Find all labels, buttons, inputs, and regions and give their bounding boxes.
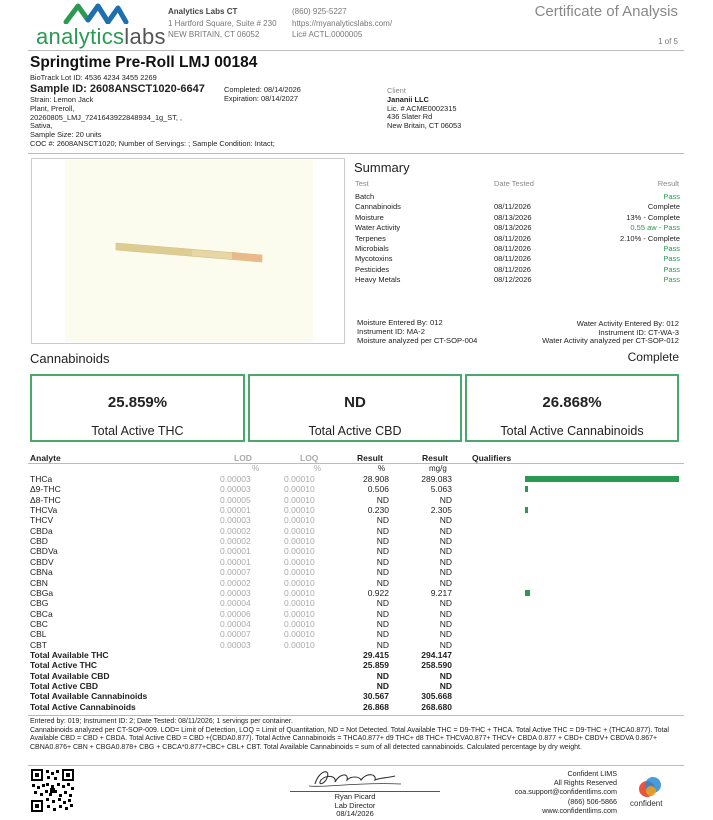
result-pct: ND bbox=[376, 639, 389, 650]
result-mg: 9.217 bbox=[430, 587, 452, 598]
total-cbd-value: ND bbox=[344, 394, 366, 411]
wa-instrument: Instrument ID: CT-WA-3 bbox=[598, 327, 679, 337]
signer-block bbox=[290, 793, 420, 819]
lod-value: 0.00006 bbox=[220, 608, 251, 619]
total-cbd-box bbox=[248, 374, 462, 442]
category: Sativa, bbox=[30, 121, 53, 131]
summary-date: 08/11/2026 bbox=[494, 254, 531, 264]
document-title: Certificate of Analysis bbox=[534, 3, 678, 20]
lod-value: 0.00003 bbox=[220, 484, 251, 495]
wa-notes bbox=[542, 320, 679, 346]
lod-value: 0.00004 bbox=[220, 618, 251, 629]
table-header-divider bbox=[28, 463, 684, 464]
lod-value: 0.00001 bbox=[220, 546, 251, 557]
analyte-name: CBC bbox=[30, 618, 48, 629]
logo-text-a: analytics bbox=[36, 24, 125, 49]
summary-date: 08/11/2026 bbox=[494, 202, 531, 212]
summary-test: Batch bbox=[355, 192, 375, 201]
summary-header-test: Test bbox=[355, 179, 369, 188]
table-bottom-divider bbox=[28, 715, 684, 716]
analyte-name: CBDVa bbox=[30, 546, 58, 557]
loq-value: 0.00010 bbox=[284, 494, 315, 505]
result-mg: ND bbox=[439, 536, 452, 547]
total-pct: 26.868 bbox=[363, 701, 389, 712]
total-thc-label: Total Active THC bbox=[91, 424, 184, 438]
unit-result-pct: % bbox=[378, 464, 386, 473]
lod-value: 0.00002 bbox=[220, 525, 251, 536]
summary-result: Pass bbox=[663, 275, 680, 285]
footer-line-1: Entered by: 019; Instrument ID: 2; Date Tested: 08/11/2026; 1 servings per container. bbox=[30, 718, 293, 725]
total-name: Total Active THC bbox=[30, 660, 98, 671]
col-result-mg: Result bbox=[422, 453, 448, 463]
summary-row bbox=[355, 234, 680, 244]
total-name: Total Active Cannabinoids bbox=[30, 701, 136, 712]
table-row bbox=[30, 495, 682, 505]
wa-sop: Water Activity analyzed per CT-SOP-012 bbox=[542, 336, 679, 346]
summary-test: Water Activity bbox=[355, 223, 401, 233]
summary-result: Complete bbox=[647, 202, 680, 212]
result-mg: ND bbox=[439, 639, 452, 650]
qualifier-bar bbox=[525, 590, 530, 596]
client-label: Client bbox=[387, 86, 406, 95]
expiration-date: Expiration: 08/14/2027 bbox=[224, 94, 298, 103]
preroll-image-icon bbox=[32, 159, 346, 345]
result-pct: ND bbox=[376, 577, 389, 588]
client-name: Jananii LLC bbox=[387, 94, 429, 104]
header-divider bbox=[28, 50, 684, 51]
lod-value: 0.00007 bbox=[220, 567, 251, 578]
lims-website[interactable]: www.confidentlims.com bbox=[542, 805, 617, 815]
summary-header-result: Result bbox=[657, 179, 679, 188]
page-number: 1 of 5 bbox=[657, 37, 678, 46]
lab-name: Analytics Labs CT bbox=[168, 7, 238, 16]
summary-test: Cannabinoids bbox=[355, 202, 401, 212]
summary-date: 08/13/2026 bbox=[494, 223, 532, 233]
qr-code-icon[interactable] bbox=[30, 768, 75, 813]
loq-value: 0.00010 bbox=[284, 505, 315, 516]
qualifier-bar bbox=[525, 476, 679, 482]
logo-text-b: labs bbox=[124, 24, 166, 49]
table-row bbox=[30, 557, 682, 567]
summary-test: Terpenes bbox=[355, 233, 386, 243]
result-mg: ND bbox=[439, 494, 452, 505]
lims-phone: (866) 506-5866 bbox=[567, 796, 617, 806]
lab-license: Lic# ACTL.0000005 bbox=[292, 30, 363, 39]
sample-size: Sample Size: 20 units bbox=[30, 130, 102, 140]
signer-date: 08/14/2026 bbox=[336, 809, 374, 818]
result-mg: 2.305 bbox=[430, 505, 452, 516]
loq-value: 0.00010 bbox=[284, 608, 315, 619]
summary-result: Pass bbox=[663, 254, 680, 264]
result-pct: ND bbox=[376, 556, 389, 567]
total-row bbox=[30, 671, 682, 681]
total-row bbox=[30, 681, 682, 691]
col-analyte: Analyte bbox=[30, 453, 61, 463]
col-qualifiers: Qualifiers bbox=[472, 453, 512, 463]
analyte-name: CBNa bbox=[30, 567, 53, 578]
result-pct: ND bbox=[376, 494, 389, 505]
analyte-name: Δ8-THC bbox=[30, 494, 61, 505]
col-lod: LOD bbox=[234, 453, 252, 463]
info-divider bbox=[28, 153, 684, 154]
analyte-name: THCV bbox=[30, 515, 54, 526]
total-row bbox=[30, 691, 682, 701]
summary-row bbox=[355, 202, 680, 212]
analyte-name: THCa bbox=[30, 474, 53, 484]
analyte-name: CBD bbox=[30, 536, 48, 547]
result-mg: ND bbox=[439, 525, 452, 536]
lod-value: 0.00003 bbox=[220, 474, 251, 484]
table-row bbox=[30, 515, 682, 525]
cannabinoids-title: Cannabinoids bbox=[30, 351, 110, 366]
analyte-name: CBT bbox=[30, 639, 47, 650]
result-mg: ND bbox=[439, 556, 452, 567]
table-row bbox=[30, 505, 682, 515]
lod-value: 0.00004 bbox=[220, 598, 251, 609]
col-result-pct: Result bbox=[357, 453, 383, 463]
loq-value: 0.00010 bbox=[284, 629, 315, 640]
summary-date: 08/12/2026 bbox=[494, 275, 532, 285]
loq-value: 0.00010 bbox=[284, 598, 315, 609]
result-pct: ND bbox=[376, 515, 389, 526]
result-pct: ND bbox=[376, 598, 389, 609]
result-mg: ND bbox=[439, 598, 452, 609]
result-pct: 0.230 bbox=[367, 505, 389, 516]
lims-rights: All Rights Reserved bbox=[553, 778, 617, 788]
unit-lod: % bbox=[252, 464, 260, 473]
loq-value: 0.00010 bbox=[284, 577, 315, 588]
moisture-instrument: Instrument ID: MA-2 bbox=[357, 327, 425, 336]
summary-result: 0.55 aw - Pass bbox=[630, 223, 680, 233]
result-pct: ND bbox=[376, 608, 389, 619]
analyte-name: Δ9-THC bbox=[30, 484, 61, 495]
analyte-name: CBCa bbox=[30, 608, 53, 619]
loq-value: 0.00010 bbox=[284, 484, 315, 495]
analyte-name: CBN bbox=[30, 577, 48, 588]
summary-date: 08/11/2026 bbox=[494, 233, 531, 243]
result-mg: ND bbox=[439, 546, 452, 557]
signature-icon bbox=[305, 766, 405, 792]
table-row bbox=[30, 546, 682, 556]
total-row bbox=[30, 650, 682, 660]
product-photo bbox=[31, 158, 345, 344]
summary-row bbox=[355, 265, 680, 275]
lod-value: 0.00007 bbox=[220, 629, 251, 640]
loq-value: 0.00010 bbox=[284, 618, 315, 629]
analyte-name: THCVa bbox=[30, 505, 58, 516]
summary-header-date: Date Tested bbox=[494, 179, 534, 188]
client-address-2: New Britain, CT 06053 bbox=[387, 121, 462, 131]
summary-test: Moisture bbox=[355, 212, 384, 222]
total-name: Total Available Cannabinoids bbox=[30, 691, 148, 702]
result-pct: 0.506 bbox=[367, 484, 389, 495]
footer-line-2: Cannabinoids analyzed per CT-SOP-009. LOD= Limit of Detection, LOQ = Limit of Quantitation, ND = Not Detected. Total Available THC = D9-THC + THCA. Total Active THC = D9-THC + (THCA0.877). Total Available CBD = CBD + CBDA. Total Active CBD = CBD +(CBDA0.877). Total Active Cannabinoids = THCA0.877+ d9 THC+ d8 THC+ THCVA0.877+ THCV+ CBDA 0.877 + CBD+ CBDV+ CBDVA 0.867+ CBNA0.876+ CBN + CBGA0.878+ CBG + CBCA*0.877+CBC+ CBL+ CBT. Total Available Cannabinoids = sum of all detected cannabinoids. Calculated percentage by dry weight. bbox=[30, 726, 669, 751]
moisture-sop: Moisture analyzed per CT-SOP-004 bbox=[357, 336, 478, 345]
confident-logo-text: confident bbox=[630, 799, 663, 808]
table-row bbox=[30, 629, 682, 639]
moisture-entered-by: Moisture Entered By: 012 bbox=[357, 318, 443, 327]
loq-value: 0.00010 bbox=[284, 546, 315, 557]
summary-result: Pass bbox=[663, 244, 680, 253]
product-details bbox=[30, 96, 275, 149]
summary-date: 08/13/2026 bbox=[494, 212, 532, 222]
lab-address-1: 1 Hartford Square, Suite # 230 bbox=[168, 18, 277, 28]
summary-test: Mycotoxins bbox=[355, 254, 393, 264]
strain: Strain: Lemon Jack bbox=[30, 95, 94, 104]
unit-result-mg: mg/g bbox=[429, 464, 447, 473]
summary-test: Microbials bbox=[355, 244, 389, 253]
result-mg: ND bbox=[439, 618, 452, 629]
lod-value: 0.00003 bbox=[220, 639, 251, 650]
loq-value: 0.00010 bbox=[284, 556, 315, 567]
table-row bbox=[30, 567, 682, 577]
total-thc-box bbox=[30, 374, 245, 442]
lab-contact bbox=[292, 6, 392, 41]
total-row bbox=[30, 702, 682, 712]
table-row bbox=[30, 598, 682, 608]
table-row bbox=[30, 536, 682, 546]
result-mg: ND bbox=[439, 567, 452, 578]
lims-info bbox=[515, 769, 617, 815]
total-pct: 30.567 bbox=[363, 691, 389, 702]
lab-address bbox=[168, 6, 277, 41]
lims-email[interactable]: coa.support@confidentlims.com bbox=[514, 787, 617, 797]
analyte-name: CBL bbox=[30, 629, 47, 640]
result-pct: ND bbox=[376, 618, 389, 629]
logo-mark-icon bbox=[36, 2, 156, 24]
summary-title: Summary bbox=[354, 160, 410, 175]
lod-value: 0.00001 bbox=[220, 505, 251, 516]
summary-row bbox=[355, 213, 680, 223]
signer-role: Lab Director bbox=[334, 800, 376, 810]
total-mg: 258.590 bbox=[421, 660, 452, 671]
loq-value: 0.00010 bbox=[284, 474, 315, 484]
signer-name: Ryan Picard bbox=[334, 792, 376, 801]
total-name: Total Available THC bbox=[30, 649, 109, 660]
summary-test: Pesticides bbox=[355, 264, 390, 274]
summary-test: Heavy Metals bbox=[355, 275, 401, 285]
logo bbox=[36, 2, 166, 49]
completed-date: Completed: 08/14/2026 bbox=[224, 85, 301, 94]
qualifier-bar bbox=[525, 486, 528, 492]
sample-id: Sample ID: 2608ANSCT1020-6647 bbox=[30, 83, 205, 95]
result-pct: 28.908 bbox=[363, 474, 389, 484]
total-pct: ND bbox=[376, 670, 389, 681]
loq-value: 0.00010 bbox=[284, 587, 315, 598]
lod-value: 0.00001 bbox=[220, 556, 251, 567]
total-cannabinoids-value: 26.868% bbox=[542, 394, 602, 411]
lod-value: 0.00002 bbox=[220, 536, 251, 547]
unit-loq: % bbox=[314, 464, 322, 473]
footer-notes bbox=[30, 718, 680, 752]
summary-date: 08/11/2026 bbox=[494, 264, 531, 274]
total-cannabinoids-box bbox=[465, 374, 679, 442]
table-row bbox=[30, 609, 682, 619]
confident-logo-icon bbox=[637, 775, 663, 799]
result-pct: ND bbox=[376, 546, 389, 557]
loq-value: 0.00010 bbox=[284, 536, 315, 547]
total-mg: 268.680 bbox=[421, 701, 452, 712]
lod-value: 0.00003 bbox=[220, 587, 251, 598]
total-row bbox=[30, 660, 682, 670]
summary-row bbox=[355, 244, 680, 254]
result-pct: ND bbox=[376, 629, 389, 640]
result-mg: ND bbox=[439, 608, 452, 619]
total-mg: ND bbox=[439, 670, 452, 681]
lod-value: 0.00003 bbox=[220, 515, 251, 526]
client-license: Lic. # ACME0002315 bbox=[387, 103, 457, 113]
total-pct: 29.415 bbox=[363, 649, 389, 660]
analyte-name: CBG bbox=[30, 598, 49, 609]
result-pct: ND bbox=[376, 525, 389, 536]
summary-row bbox=[355, 254, 680, 264]
table-row bbox=[30, 588, 682, 598]
total-mg: ND bbox=[439, 681, 452, 691]
col-loq: LOQ bbox=[300, 453, 319, 463]
lod-value: 0.00002 bbox=[220, 577, 251, 588]
total-cbd-label: Total Active CBD bbox=[308, 424, 402, 438]
total-mg: 305.668 bbox=[421, 691, 452, 702]
loq-value: 0.00010 bbox=[284, 525, 315, 536]
total-mg: 294.147 bbox=[421, 649, 452, 660]
table-row bbox=[30, 484, 682, 494]
table-row bbox=[30, 640, 682, 650]
lot-id: BioTrack Lot ID: 4536 4234 3455 2269 bbox=[30, 73, 157, 82]
summary-result: Pass bbox=[663, 192, 680, 201]
total-name: Total Available CBD bbox=[30, 670, 110, 681]
product-title: Springtime Pre-Roll LMJ 00184 bbox=[30, 54, 258, 71]
moisture-notes bbox=[357, 318, 477, 345]
result-mg: 5.063 bbox=[430, 484, 452, 495]
summary-row bbox=[355, 275, 680, 285]
coc-info: COC #: 2608ANSCT1020; Number of Servings: ; Sample Condition: Intact; bbox=[30, 138, 275, 148]
total-name: Total Active CBD bbox=[30, 681, 99, 691]
total-pct: 25.859 bbox=[363, 660, 389, 671]
qualifier-bar bbox=[525, 507, 528, 513]
summary-row bbox=[355, 223, 680, 233]
client-info bbox=[387, 87, 461, 131]
table-row bbox=[30, 578, 682, 588]
total-cannabinoids-label: Total Active Cannabinoids bbox=[500, 424, 644, 438]
loq-value: 0.00010 bbox=[284, 515, 315, 526]
summary-date: 08/11/2026 bbox=[494, 244, 531, 253]
table-row bbox=[30, 619, 682, 629]
summary-result: 2.10% - Complete bbox=[619, 233, 680, 243]
loq-value: 0.00010 bbox=[284, 567, 315, 578]
lab-address-2: NEW BRITAIN, CT 06052 bbox=[168, 30, 260, 39]
batch-name: 20260805_LMJ_7241643922848934_1g_ST, , bbox=[30, 112, 183, 122]
summary-row bbox=[355, 192, 680, 202]
result-pct: 0.922 bbox=[367, 587, 389, 598]
client-address-1: 436 Slater Rd bbox=[387, 112, 433, 122]
lod-value: 0.00005 bbox=[220, 494, 251, 505]
analyte-name: CBDV bbox=[30, 556, 54, 567]
result-mg: ND bbox=[439, 577, 452, 588]
cannabinoids-status: Complete bbox=[627, 350, 679, 364]
lab-website[interactable]: https://myanalyticslabs.com/ bbox=[292, 18, 393, 28]
analyte-name: CBGa bbox=[30, 587, 54, 598]
lims-name: Confident LIMS bbox=[567, 769, 617, 778]
table-row bbox=[30, 526, 682, 536]
result-pct: ND bbox=[376, 536, 389, 547]
result-mg: ND bbox=[439, 515, 452, 526]
wa-entered-by: Water Activity Entered By: 012 bbox=[576, 319, 679, 328]
table-row bbox=[30, 474, 682, 484]
summary-result: 13% - Complete bbox=[626, 212, 680, 222]
result-pct: ND bbox=[376, 567, 389, 578]
analyte-name: CBDa bbox=[30, 525, 53, 536]
result-mg: 289.083 bbox=[421, 474, 452, 484]
total-thc-value: 25.859% bbox=[107, 394, 168, 411]
loq-value: 0.00010 bbox=[284, 639, 315, 650]
summary-result: Pass bbox=[663, 264, 680, 274]
product-type: Plant, Preroll, bbox=[30, 103, 75, 113]
total-pct: ND bbox=[376, 681, 389, 691]
result-mg: ND bbox=[439, 629, 452, 640]
lab-phone: (860) 925-5227 bbox=[292, 7, 347, 16]
